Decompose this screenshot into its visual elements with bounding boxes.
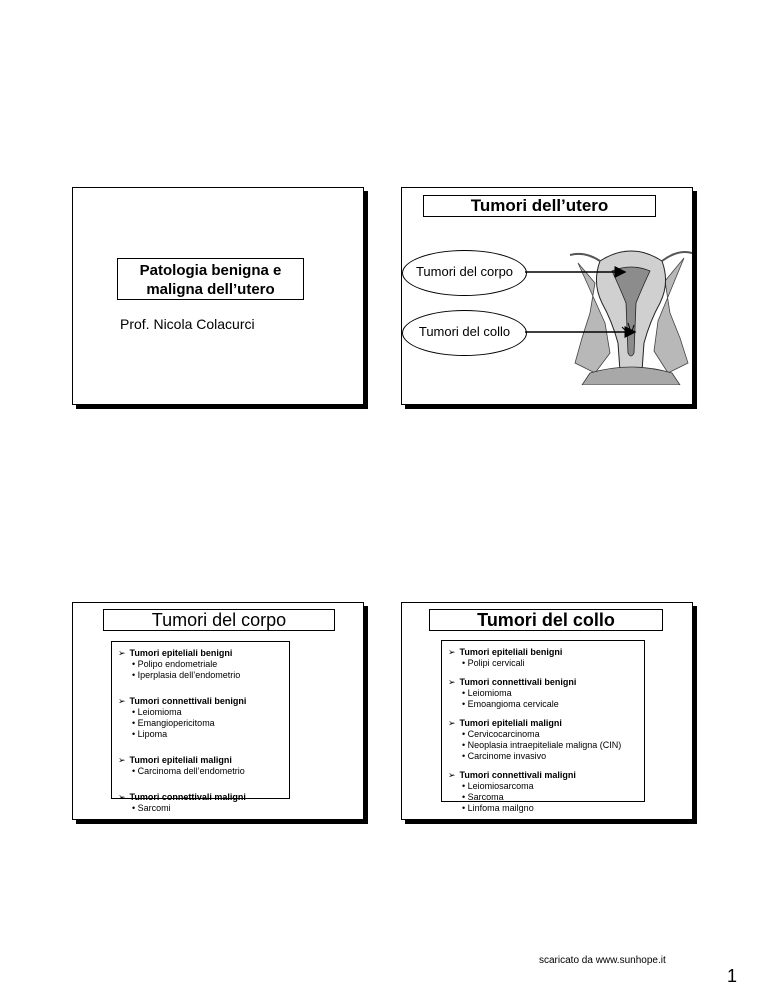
arrow-bullet-icon: ➢	[448, 647, 456, 657]
arrow-bullet-icon: ➢	[118, 648, 126, 658]
slide-heading: Tumori del collo	[429, 609, 663, 631]
list-category: ➢ Tumori connettivali maligni	[118, 792, 246, 802]
oval-tumori-collo: Tumori del collo	[402, 310, 527, 356]
list-item: • Emangiopericitoma	[118, 718, 283, 729]
list-item: • Lipoma	[118, 729, 283, 740]
slide-tumori-collo	[401, 602, 693, 820]
arrow-bullet-icon: ➢	[118, 696, 126, 706]
arrow-bullet-icon: ➢	[118, 792, 126, 802]
list-category: ➢ Tumori connettivali benigni	[448, 677, 577, 687]
arrow-bullet-icon: ➢	[448, 770, 456, 780]
footer-source: scaricato da www.sunhope.it	[539, 955, 666, 966]
arrows	[525, 243, 637, 353]
list-category: ➢ Tumori epiteliali maligni	[118, 755, 232, 765]
list-category: ➢ Tumori epiteliali maligni	[448, 718, 562, 728]
arrow-bullet-icon: ➢	[118, 755, 126, 765]
list-item: • Emoangioma cervicale	[448, 699, 638, 710]
list-item: • Leiomioma	[118, 707, 283, 718]
list-category: ➢ Tumori connettivali benigni	[118, 696, 247, 706]
list-item: • Leiomiosarcoma	[448, 781, 638, 792]
author: Prof. Nicola Colacurci	[120, 316, 255, 332]
arrow-bullet-icon: ➢	[448, 718, 456, 728]
tumor-list	[441, 640, 645, 813]
slide-title	[72, 187, 364, 405]
slide-uterus-overview	[401, 187, 693, 405]
slide-tumori-corpo	[72, 602, 364, 820]
list-item: • Sarcoma	[448, 792, 638, 803]
page-number: 1	[727, 966, 738, 986]
list-item: • Polipi cervicali	[448, 658, 638, 669]
arrow-bullet-icon: ➢	[448, 677, 456, 687]
oval-tumori-corpo: Tumori del corpo	[402, 250, 527, 296]
list-item: • Neoplasia intraepiteliale maligna (CIN)	[448, 740, 638, 751]
list-item: • Iperplasia dell’endometrio	[118, 670, 283, 681]
list-item: • Cervicocarcinoma	[448, 729, 638, 740]
list-category: ➢ Tumori epiteliali benigni	[448, 647, 563, 657]
list-item: • Linfoma mailgno	[448, 803, 638, 814]
list-item: • Carcinome invasivo	[448, 751, 638, 762]
list-item: • Polipo endometriale	[118, 659, 283, 670]
list-item: • Leiomioma	[448, 688, 638, 699]
list-item: • Carcinoma dell’endometrio	[118, 766, 283, 777]
slide-heading: Tumori del corpo	[103, 609, 335, 631]
list-item: • Sarcomi	[118, 803, 283, 814]
list-category: ➢ Tumori connettivali maligni	[448, 770, 576, 780]
list-category: ➢ Tumori epiteliali benigni	[118, 648, 233, 658]
tumor-list	[111, 641, 290, 813]
presentation-title: Patologia benigna e maligna dell’utero	[117, 258, 304, 300]
slide-heading: Tumori dell’utero	[423, 195, 656, 217]
